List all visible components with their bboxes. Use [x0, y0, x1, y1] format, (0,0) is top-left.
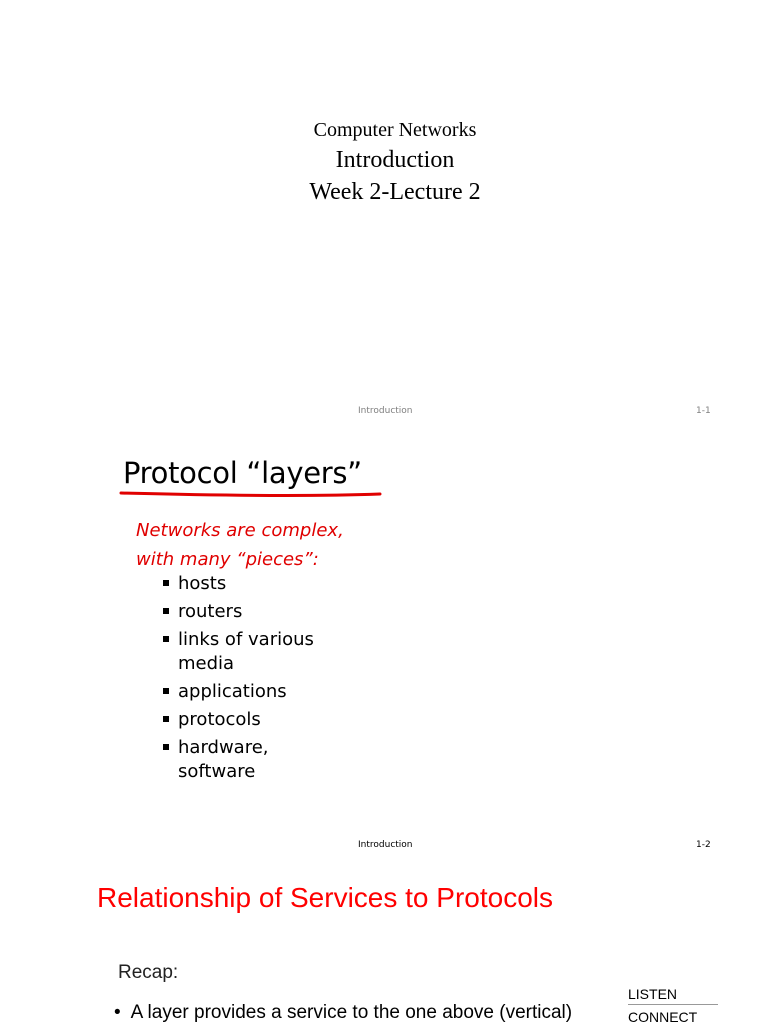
list-item: hardware, software	[163, 736, 338, 784]
footer-label: Introduction	[358, 840, 413, 850]
slide-heading: Protocol “layers”	[123, 456, 362, 490]
slide-1	[0, 0, 768, 430]
primitive-table	[628, 986, 718, 1025]
square-bullet-icon	[163, 744, 169, 750]
square-bullet-icon	[163, 716, 169, 722]
slide-2	[0, 430, 768, 870]
list-item: applications	[163, 680, 338, 704]
bullet-item	[114, 1002, 572, 1024]
square-bullet-icon	[163, 608, 169, 614]
pieces-list	[163, 572, 338, 788]
topic-title: Introduction	[335, 147, 455, 173]
list-item: protocols	[163, 708, 338, 732]
footer-label: Introduction	[358, 406, 413, 416]
list-item: hosts	[163, 572, 338, 596]
slide-heading: Relationship of Services to Protocols	[97, 882, 553, 913]
intro-text	[136, 516, 344, 574]
square-bullet-icon	[163, 688, 169, 694]
heading-underline	[118, 488, 388, 500]
session-title: Week 2-Lecture 2	[309, 179, 481, 205]
intro-line-1: Networks are complex,	[136, 520, 344, 541]
page-number: 1-2	[696, 840, 711, 850]
bullet-dot-icon: •	[114, 1002, 121, 1023]
intro-line-2: with many “pieces”:	[136, 549, 319, 570]
square-bullet-icon	[163, 580, 169, 586]
bullet-text: A layer provides a service to the one above (vertical)	[130, 1002, 573, 1023]
primitive-connect: CONNECT	[628, 1009, 698, 1025]
title-block	[0, 116, 768, 208]
slide-3	[0, 870, 768, 1024]
recap-label: Recap:	[118, 962, 179, 983]
list-item: links of various media	[163, 628, 338, 676]
list-item: routers	[163, 600, 338, 624]
primitive-listen: LISTEN	[628, 986, 718, 1005]
square-bullet-icon	[163, 636, 169, 642]
course-title: Computer Networks	[313, 119, 477, 141]
page-number: 1-1	[696, 406, 711, 416]
